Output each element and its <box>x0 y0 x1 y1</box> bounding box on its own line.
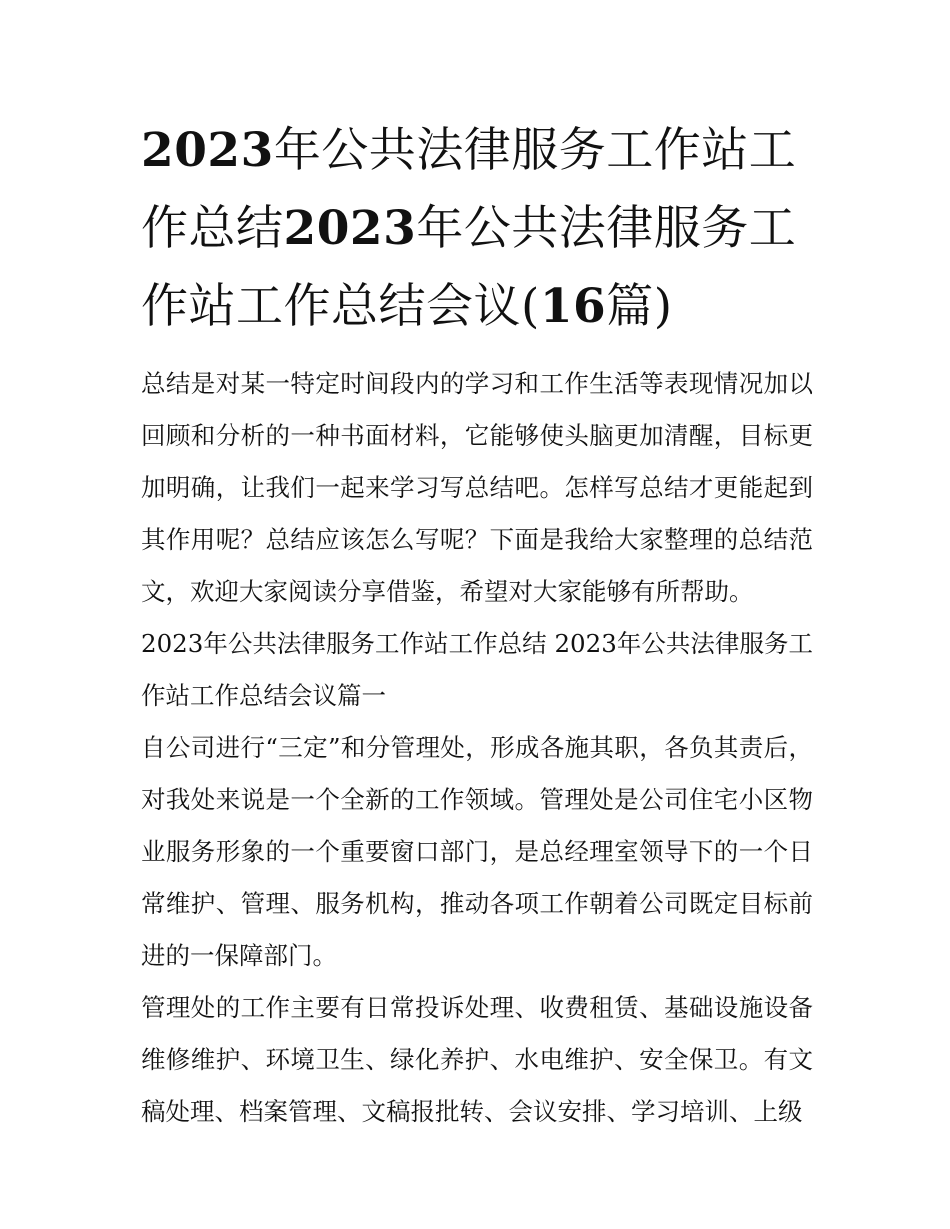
title-text-2: 年公共法律服务工作站工作总结会议( <box>141 201 797 334</box>
title-year-2: 2023 <box>283 201 417 256</box>
section-heading: 2023年公共法律服务工作站工作总结 2023年公共法律服务工作站工作总结会议篇一 <box>141 629 813 710</box>
intro-paragraph: 总结是对某一特定时间段内的学习和工作生活等表现情况加以回顾和分析的一种书面材料，它能够使头脑更加清醒，目标更加明确，让我们一起来学习写总结吧。怎样写总结才更能起到其作用呢？总结应该怎么写呢？下面是我给大家整理的总结范文，欢迎大家阅读分享借鉴，希望对大家能够有所帮助。 <box>141 369 813 606</box>
document-title <box>141 112 813 346</box>
body-paragraph-2: 管理处的工作主要有日常投诉处理、收费租赁、基础设施设备维修维护、环境卫生、绿化养护、水电维护、安全保卫。有文稿处理、档案管理、文稿报批转、会议安排、学习培训、上级 <box>141 993 813 1126</box>
title-text-1: 年公共法律服务工作站工作总结 <box>141 123 797 256</box>
body-paragraph-1: 自公司进行“三定”和分管理处，形成各施其职，各负其责后，对我处来说是一个全新的工作领域。管理处是公司住宅小区物业服务形象的一个重要窗口部门，是总经理室领导下的一个日常维护、管理、服务机构，推动各项工作朝着公司既定目标前进的一保障部门。 <box>141 733 813 970</box>
title-count: 16 <box>539 279 607 334</box>
document-page <box>141 112 813 1138</box>
title-year-1: 2023 <box>141 123 274 178</box>
title-text-3: 篇) <box>606 279 673 334</box>
